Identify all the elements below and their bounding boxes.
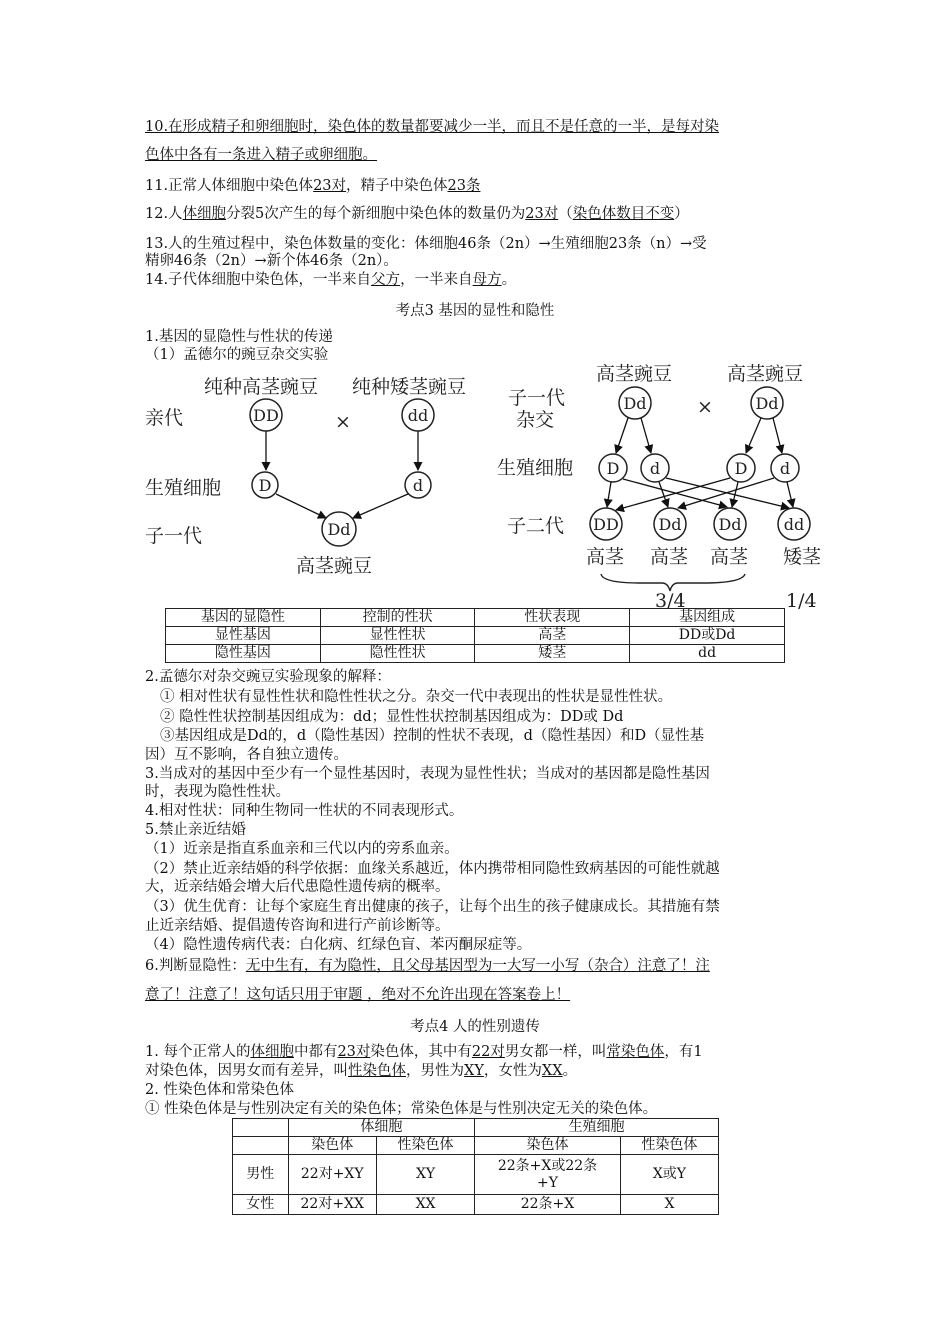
right-cross-sign: ×: [697, 396, 713, 418]
genotype-right-p2: Dd: [755, 394, 779, 413]
table1-cell: dd: [630, 645, 785, 663]
table1-cell: DD或Dd: [630, 627, 785, 645]
point-3b: 时，表现为隐性性状。: [145, 784, 290, 800]
genotype-left-p2: dd: [407, 406, 429, 425]
table2-cell: 22对+XX: [288, 1195, 376, 1215]
table1-header-0: 基因的显隐性: [166, 609, 321, 627]
table2-group-somatic: 体细胞: [288, 1119, 475, 1137]
line-13b: 精卵46条（2n）→新个体46条（2n）。: [145, 253, 398, 269]
point-5-3a: （3）优生优育：让每个家庭生育出健康的孩子，让每个出生的孩子健康成长。其措施有禁: [145, 899, 720, 915]
table2-cell: 22条+X: [475, 1195, 621, 1215]
heading-1-sub: （1）孟德尔的豌豆杂交实验: [145, 347, 329, 363]
section-title-kaodian3: 考点3 基因的显性和隐性: [395, 303, 555, 319]
offspring-label-4: 矮茎: [783, 546, 822, 568]
table1-cell: 高茎: [475, 627, 630, 645]
left-f1-label: 高茎豌豆: [296, 555, 373, 577]
table1-cell: 显性基因: [166, 627, 321, 645]
right-parent1-label: 高茎豌豆: [596, 363, 673, 385]
section-title-kaodian4: 考点4 人的性别遗传: [410, 1019, 540, 1035]
offspring-genotype-2: Dd: [658, 515, 682, 534]
point-5-1: （1）近亲是指直系血亲和三代以内的旁系血亲。: [145, 841, 459, 857]
k4-line1: 1. 每个正常人的体细胞中都有23对染色体，其中有22对男女都一样，叫常染色体，有1: [145, 1044, 703, 1060]
table2-sub-3: 性染色体: [620, 1137, 718, 1155]
table2-cell: 男性: [233, 1155, 289, 1195]
explain-p2: ② 隐性性状控制基因组成为：dd；显性性状控制基因组成为：DD或 Dd: [160, 709, 624, 725]
table-row: [166, 645, 785, 663]
point-5-4: （4）隐性遗传病代表：白化病、红绿色盲、苯丙酮尿症等。: [145, 937, 532, 953]
offspring-genotype-3: Dd: [718, 515, 742, 534]
table2-cell: XX: [376, 1195, 474, 1215]
k4-line3: ① 性染色体是与性别决定有关的染色体；常染色体是与性别决定无关的染色体。: [145, 1101, 658, 1117]
heading-1: 1.基因的显隐性与性状的传递: [145, 329, 333, 345]
explain-heading: 2.孟德尔对杂交豌豆实验现象的解释：: [145, 669, 391, 685]
genotype-left-f1: Dd: [327, 520, 351, 539]
gamete-left-2: d: [412, 476, 424, 495]
row-label-gamete-right: 生殖细胞: [497, 457, 574, 479]
point-5-2b: 大，近亲结婚会增大后代患隐性遗传病的概率。: [145, 879, 450, 895]
row-label-gamete: 生殖细胞: [145, 477, 222, 499]
table1-cell: 矮茎: [475, 645, 630, 663]
gene-table: [165, 608, 785, 663]
offspring-label-1: 高茎: [586, 546, 625, 568]
line-10b: 色体中各有一条进入精子或卵细胞。: [145, 147, 377, 163]
row-label-f2: 子二代: [507, 515, 565, 537]
ratio-tall: 3/4: [655, 590, 686, 612]
table-row: [166, 627, 785, 645]
line-13a: 13.人的生殖过程中，染色体数量的变化：体细胞46条（2n）→生殖细胞23条（n）→受: [145, 236, 707, 252]
table1-cell: 隐性基因: [166, 645, 321, 663]
row-label-f1-a: 子一代: [508, 387, 566, 409]
table2-cell: 22对+XY: [288, 1155, 376, 1195]
point-5: 5.禁止亲近结婚: [145, 822, 246, 838]
gamete-right-4: d: [779, 459, 791, 478]
table1-header-3: 基因组成: [630, 609, 785, 627]
gamete-right-1: D: [606, 459, 620, 478]
table2-cell: 22条+X或22条 +Y: [475, 1155, 621, 1195]
table2-cell: X: [620, 1195, 718, 1215]
right-parent2-label: 高茎豌豆: [727, 363, 804, 385]
table2-cell: X或Y: [620, 1155, 718, 1195]
k4-line2: 2. 性染色体和常染色体: [145, 1082, 294, 1098]
ratio-short: 1/4: [786, 590, 817, 612]
point-3a: 3.当成对的基因中至少有一个显性基因时，表现为显性性状；当成对的基因都是隐性基因: [145, 766, 710, 782]
row-label-f1: 子一代: [145, 525, 203, 547]
line-11: 11.正常人体细胞中染色体23对，精子中染色体23条: [145, 178, 481, 194]
sex-chromosome-table: [232, 1118, 719, 1215]
left-parent2-label: 纯种矮茎豌豆: [352, 376, 467, 398]
row-label-parent: 亲代: [145, 407, 184, 429]
offspring-label-3: 高茎: [710, 546, 749, 568]
table1-header-1: 控制的性状: [320, 609, 475, 627]
gamete-right-2: d: [649, 459, 661, 478]
row-label-f1-b: 杂交: [516, 409, 555, 431]
table2-cell: 女性: [233, 1195, 289, 1215]
offspring-label-2: 高茎: [650, 546, 689, 568]
line-14: 14.子代体细胞中染色体，一半来自父方，一半来自母方。: [145, 272, 517, 288]
table2-group-germ: 生殖细胞: [475, 1119, 719, 1137]
table2-sub-1: 性染色体: [376, 1137, 474, 1155]
explain-p1: ① 相对性状有显性性状和隐性性状之分。杂交一代中表现出的性状是显性性状。: [160, 689, 673, 705]
k4-line1b: 对染色体，因男女而有差异，叫性染色体，男性为XY，女性为XX。: [145, 1063, 578, 1079]
left-parent1-label: 纯种高茎豌豆: [204, 376, 319, 398]
table2-sub-2: 染色体: [475, 1137, 621, 1155]
genotype-right-p1: Dd: [623, 394, 647, 413]
gamete-right-3: D: [734, 459, 748, 478]
offspring-genotype-1: DD: [593, 515, 619, 534]
table-row: [233, 1155, 719, 1195]
table1-header-2: 性状表现: [475, 609, 630, 627]
line-10a: 10.在形成精子和卵细胞时，染色体的数量都要减少一半，而且不是任意的一半，是每对染: [145, 119, 720, 135]
point-5-3b: 止近亲结婚、提倡遗传咨询和进行产前诊断等。: [145, 918, 450, 934]
table2-blank: [233, 1137, 289, 1155]
genotype-left-p1: DD: [253, 406, 279, 425]
point-6a: 6.判断显隐性：无中生有，有为隐性，且父母基因型为一大写一小写（杂合）注意了！注: [145, 958, 710, 974]
gamete-left-1: D: [258, 476, 272, 495]
explain-p3b: 因）互不影响，各自独立遗传。: [145, 747, 348, 763]
explain-p3a: ③基因组成是Dd的，d（隐性基因）控制的性状不表现，d（隐性基因）和D（显性基: [160, 728, 705, 744]
table2-corner: [233, 1119, 289, 1137]
point-4: 4.相对性状：同种生物同一性状的不同表现形式。: [145, 803, 464, 819]
hybridization-diagram: [0, 0, 950, 620]
point-6b: 意了！注意了！这句话只用于审题 ，绝对不允许出现在答案卷上！: [145, 987, 571, 1003]
table2-cell: XY: [376, 1155, 474, 1195]
line-12: 12.人体细胞分裂5次产生的每个新细胞中染色体的数量仍为23对（染色体数目不变）: [145, 206, 689, 222]
table2-sub-0: 染色体: [288, 1137, 376, 1155]
offspring-genotype-4: dd: [783, 515, 805, 534]
left-cross-sign: ×: [335, 411, 351, 433]
table1-cell: 隐性性状: [320, 645, 475, 663]
point-5-2a: （2）禁止近亲结婚的科学依据：血缘关系越近，体内携带相同隐性致病基因的可能性就越: [145, 861, 720, 877]
table-row: [233, 1195, 719, 1215]
table1-cell: 显性性状: [320, 627, 475, 645]
